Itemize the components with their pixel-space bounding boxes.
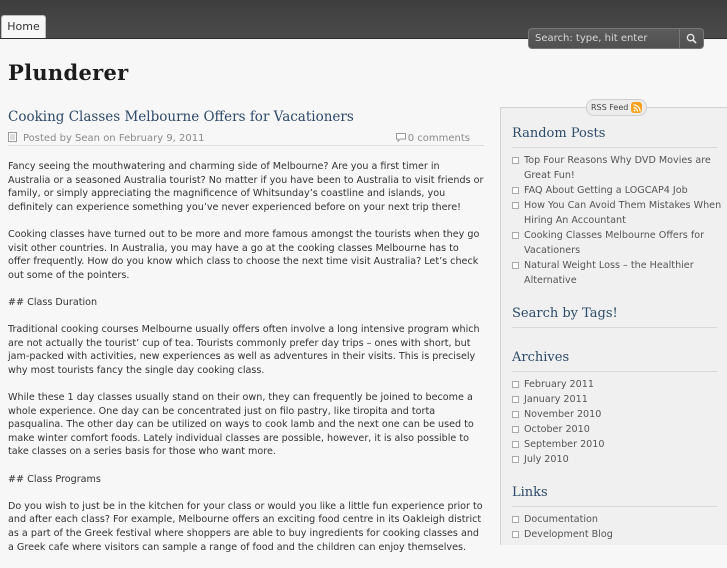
- bullet-icon: [512, 381, 519, 388]
- divider: [512, 327, 717, 328]
- post-content: [8, 160, 484, 568]
- divider: [512, 147, 717, 148]
- bullet-icon: [512, 262, 519, 269]
- post-title[interactable]: Cooking Classes Melbourne Offers for Vacationers: [8, 109, 354, 125]
- post-subheading: ## Class Programs: [8, 473, 101, 485]
- post-paragraph: Traditional cooking courses Melbourne usually offers often involve a long intensive program which are not actually the tourist’ cup of tea. Tourists commonly prefer day trips – ones with short, but jam-packed with activities, new experiences as well as adventures in their visits. This is precisely why most tourists fancy the single day cooking class.: [8, 324, 480, 376]
- bullet-icon: [512, 441, 519, 448]
- tab-home[interactable]: Home: [1, 15, 46, 38]
- archive-link[interactable]: July 2010: [524, 454, 569, 465]
- bullet-icon: [512, 396, 519, 403]
- bullet-icon: [512, 157, 519, 164]
- archive-item[interactable]: [512, 392, 722, 407]
- search-icon: [686, 33, 697, 44]
- random-post-item[interactable]: [512, 183, 722, 198]
- random-post-link[interactable]: How You Can Avoid Them Mistakes When Hiring An Accountant: [524, 200, 722, 226]
- post-byline: Posted by Sean on February 9, 2011: [23, 133, 205, 144]
- divider: [512, 371, 717, 372]
- random-post-link[interactable]: Top Four Reasons Why DVD Movies are Great Fun!: [524, 155, 711, 181]
- archive-item[interactable]: [512, 407, 722, 422]
- post-paragraph: Cooking classes have turned out to be more and more famous amongst the tourists when they go visit other countries. In Australia, you may have a go at the cooking classes Melbourne has to offer frequently. How do you know which class to choose the next time visit Australia? Let’s check out some of the pointers.: [8, 228, 480, 281]
- link-text[interactable]: Development Blog: [524, 529, 613, 540]
- bullet-icon: [512, 426, 519, 433]
- link-text[interactable]: Documentation: [524, 514, 598, 525]
- archive-link[interactable]: September 2010: [524, 439, 605, 450]
- bullet-icon: [512, 232, 519, 239]
- links-list: [512, 512, 722, 542]
- archive-item[interactable]: [512, 437, 722, 452]
- post-paragraph: Fancy seeing the mouthwatering and charming side of Melbourne? Are you a first timer in Australia or a seasoned Australia tourist? No matter if you have been to Australia to visit friends or family, or simply appreciating the magnificence of Whitsunday’s coastline and islands, you definitely can experience something you’ve never experienced before on your next trip there!: [8, 161, 484, 213]
- random-post-link[interactable]: FAQ About Getting a LOGCAP4 Job: [524, 185, 688, 196]
- search-box: [528, 28, 704, 49]
- tags-widget-title: Search by Tags!: [512, 306, 618, 321]
- random-post-link[interactable]: Natural Weight Loss – the Healthier Alternative: [524, 260, 694, 286]
- archives-title: Archives: [512, 350, 570, 365]
- random-posts-list: [512, 153, 722, 288]
- bullet-icon: [512, 531, 519, 538]
- top-navigation-bar: [0, 0, 727, 39]
- bullet-icon: [512, 516, 519, 523]
- archive-link[interactable]: January 2011: [524, 394, 588, 405]
- archive-item[interactable]: [512, 452, 722, 467]
- post-subheading: ## Class Duration: [8, 296, 98, 308]
- random-post-item[interactable]: [512, 198, 722, 228]
- archive-link[interactable]: November 2010: [524, 409, 602, 420]
- bullet-icon: [512, 456, 519, 463]
- archive-link[interactable]: October 2010: [524, 424, 590, 435]
- divider: [512, 506, 717, 507]
- random-post-item[interactable]: [512, 228, 722, 258]
- random-post-link[interactable]: Cooking Classes Melbourne Offers for Vacationers: [524, 230, 705, 256]
- comment-icon: [396, 133, 406, 142]
- bullet-icon: [512, 187, 519, 194]
- search-button[interactable]: [679, 29, 703, 48]
- post-meta: [8, 128, 484, 146]
- bullet-icon: [512, 202, 519, 209]
- link-item[interactable]: [512, 512, 722, 527]
- archive-item[interactable]: [512, 377, 722, 392]
- site-title[interactable]: Plunderer: [8, 60, 129, 85]
- comments-link[interactable]: 0 comments: [407, 133, 470, 144]
- random-post-item[interactable]: [512, 258, 722, 288]
- archive-link[interactable]: February 2011: [524, 379, 594, 390]
- random-post-item[interactable]: [512, 153, 722, 183]
- bullet-icon: [512, 411, 519, 418]
- link-item[interactable]: [512, 527, 722, 542]
- document-icon: [8, 132, 17, 142]
- random-posts-title: Random Posts: [512, 126, 606, 141]
- rss-icon: [631, 102, 642, 113]
- archive-item[interactable]: [512, 422, 722, 437]
- rss-feed-label: RSS Feed: [591, 103, 629, 112]
- links-title: Links: [512, 485, 548, 500]
- archives-list: [512, 377, 722, 467]
- post-paragraph: Do you wish to just be in the kitchen for your class or would you like a little fun experience prior to and after each class? For example, Melbourne offers an exciting food centre in its Oakleigh district as a part of the Greek festival where shoppers are able to buy ingredients for cooking classes and a Greek cafe where visitors can sample a range of food and the children can enjoy themselves.: [8, 500, 483, 553]
- post-paragraph: While these 1 day classes usually stand on their own, they can frequently be joined to become a whole experience. One day can be concentrated just on filo pastry, like tiropita and torta pasqualina. The other day can be utilized on ways to cook lamb and the next one can be used to make winter comfort foods. Lately individual classes are possible, however, it is also possible to take classes on a series basis for those who want more.: [8, 392, 474, 458]
- search-input[interactable]: [529, 29, 679, 48]
- rss-feed-link[interactable]: [586, 99, 647, 116]
